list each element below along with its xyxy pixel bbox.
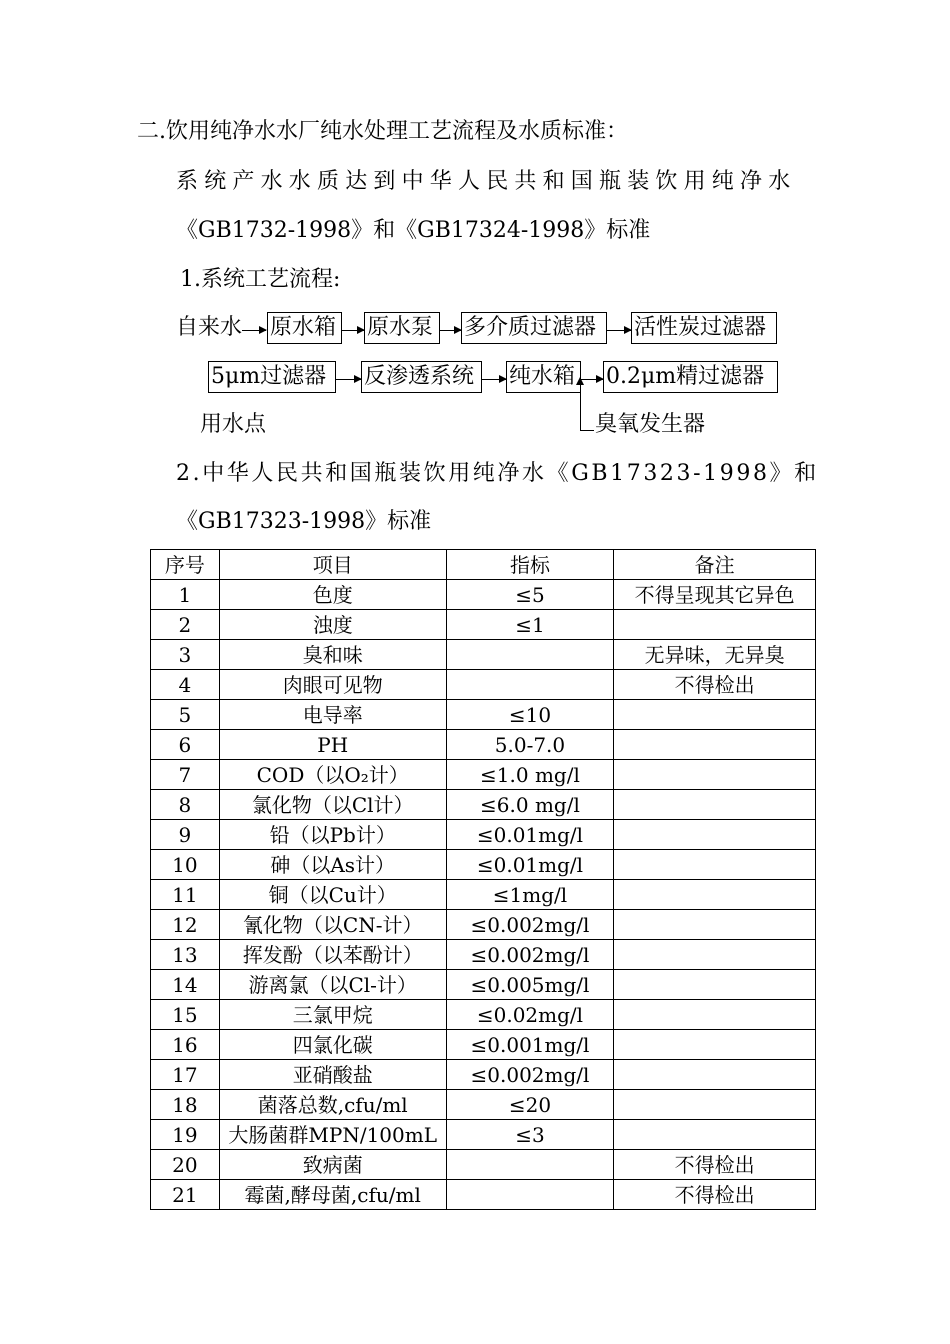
cell-item: 臭和味 [219,640,446,670]
cell-index: 17 [151,1060,220,1090]
cell-item: 砷（以As计） [219,850,446,880]
table-row [151,760,816,790]
cell-index: 12 [151,910,220,940]
flow-connector [580,430,594,431]
cell-index: 18 [151,1090,220,1120]
table-row [151,610,816,640]
flow-arrow [482,379,506,380]
table-row [151,730,816,760]
cell-index: 7 [151,760,220,790]
flow-arrow [581,379,603,380]
cell-remark [614,760,816,790]
cell-limit: ≤0.005mg/l [446,970,614,1000]
flow-ozone-label: 臭氧发生器 [595,412,706,437]
cell-limit: ≤3 [446,1120,614,1150]
cell-item: 色度 [219,580,446,610]
cell-item: 铅（以Pb计） [219,820,446,850]
cell-index: 1 [151,580,220,610]
intro-line-1: 系统产水水质达到中华人民共和国瓶装饮用纯净水 [176,169,797,194]
cell-item: 四氯化碳 [219,1030,446,1060]
cell-item: 电导率 [219,700,446,730]
cell-index: 21 [151,1180,220,1210]
table-row [151,1150,816,1180]
section-1-title: 1.系统工艺流程: [180,267,341,292]
cell-limit [446,1180,614,1210]
cell-limit: ≤0.002mg/l [446,910,614,940]
intro-line-2: 《GB1732-1998》和《GB17324-1998》标准 [176,218,651,243]
cell-remark [614,1120,816,1150]
cell-index: 19 [151,1120,220,1150]
flow-node-5um-filter: 5μm过滤器 [208,361,336,393]
cell-index: 20 [151,1150,220,1180]
table-row [151,910,816,940]
cell-item: 氰化物（以CN-计） [219,910,446,940]
header-cell-remark: 备注 [614,550,816,580]
cell-limit: ≤1.0 mg/l [446,760,614,790]
flow-start-label: 自来水 [176,315,243,340]
cell-remark [614,910,816,940]
cell-item: 挥发酚（以苯酚计） [219,940,446,970]
cell-remark [614,1090,816,1120]
cell-remark [614,940,816,970]
cell-remark [614,1060,816,1090]
table-row [151,640,816,670]
cell-limit: ≤1 [446,610,614,640]
cell-index: 8 [151,790,220,820]
cell-limit [446,640,614,670]
table-row [151,790,816,820]
table-row [151,1120,816,1150]
cell-index: 16 [151,1030,220,1060]
cell-item: COD（以O₂计） [219,760,446,790]
cell-index: 15 [151,1000,220,1030]
cell-index: 9 [151,820,220,850]
cell-limit: ≤0.001mg/l [446,1030,614,1060]
cell-remark [614,610,816,640]
cell-item: 致病菌 [219,1150,446,1180]
flow-arrow [242,330,266,331]
table-row [151,820,816,850]
cell-remark [614,820,816,850]
flow-node-multimedia-filter: 多介质过滤器 [461,312,607,344]
table-row [151,880,816,910]
cell-index: 6 [151,730,220,760]
cell-remark [614,1030,816,1060]
cell-index: 2 [151,610,220,640]
flow-node-02um-filter: 0.2μm精过滤器 [603,361,778,393]
cell-limit: ≤5 [446,580,614,610]
flow-end-label: 用水点 [200,412,267,437]
table-row [151,580,816,610]
header-cell-limit: 指标 [446,550,614,580]
cell-item: 肉眼可见物 [219,670,446,700]
cell-remark [614,850,816,880]
cell-index: 4 [151,670,220,700]
cell-remark [614,970,816,1000]
cell-limit: ≤20 [446,1090,614,1120]
cell-item: 亚硝酸盐 [219,1060,446,1090]
flow-node-pure-tank: 纯水箱 [506,361,581,393]
cell-remark: 不得检出 [614,1180,816,1210]
cell-limit: ≤0.01mg/l [446,850,614,880]
water-standard-table [150,549,816,1210]
cell-remark: 不得检出 [614,670,816,700]
cell-index: 14 [151,970,220,1000]
cell-item: 霉菌,酵母菌,cfu/ml [219,1180,446,1210]
cell-remark [614,880,816,910]
cell-item: PH [219,730,446,760]
cell-index: 10 [151,850,220,880]
flow-node-carbon-filter: 活性炭过滤器 [631,312,777,344]
table-row [151,1060,816,1090]
cell-limit: ≤0.002mg/l [446,1060,614,1090]
table-row [151,1180,816,1210]
section-2-line-1: 2.中华人民共和国瓶装饮用纯净水《GB17323-1998》和 [176,461,819,486]
cell-index: 3 [151,640,220,670]
cell-remark [614,730,816,760]
cell-remark: 不得呈现其它异色 [614,580,816,610]
flow-node-ro-system: 反渗透系统 [361,361,482,393]
cell-limit: ≤6.0 mg/l [446,790,614,820]
cell-index: 11 [151,880,220,910]
cell-limit: ≤10 [446,700,614,730]
header-cell-index: 序号 [151,550,220,580]
table-row [151,1090,816,1120]
cell-index: 13 [151,940,220,970]
table-header-row [151,550,816,580]
table-row [151,670,816,700]
cell-item: 浊度 [219,610,446,640]
cell-item: 铜（以Cu计） [219,880,446,910]
page-heading: 二.饮用纯净水水厂纯水处理工艺流程及水质标准： [137,119,628,144]
cell-remark: 不得检出 [614,1150,816,1180]
cell-item: 大肠菌群MPN/100mL [219,1120,446,1150]
section-2-line-2: 《GB17323-1998》标准 [176,509,432,534]
cell-remark: 无异味，无异臭 [614,640,816,670]
cell-remark [614,1000,816,1030]
table-row [151,1000,816,1030]
table-row [151,850,816,880]
cell-remark [614,700,816,730]
table-row [151,940,816,970]
cell-item: 三氯甲烷 [219,1000,446,1030]
cell-limit: ≤0.002mg/l [446,940,614,970]
flow-node-raw-pump: 原水泵 [364,312,440,344]
flow-node-raw-tank: 原水箱 [267,312,342,344]
flow-connector [580,384,581,430]
cell-item: 游离氯（以Cl-计） [219,970,446,1000]
flow-arrow [342,330,364,331]
flow-arrow [607,330,631,331]
cell-limit: 5.0-7.0 [446,730,614,760]
table-row [151,970,816,1000]
header-cell-item: 项目 [219,550,446,580]
cell-limit: ≤0.02mg/l [446,1000,614,1030]
table-row [151,1030,816,1060]
cell-limit [446,670,614,700]
table-row [151,700,816,730]
cell-item: 氯化物（以Cl计） [219,790,446,820]
cell-limit [446,1150,614,1180]
cell-remark [614,790,816,820]
flow-arrow [336,379,361,380]
cell-item: 菌落总数,cfu/ml [219,1090,446,1120]
flow-arrow [440,330,461,331]
cell-limit: ≤1mg/l [446,880,614,910]
cell-limit: ≤0.01mg/l [446,820,614,850]
cell-index: 5 [151,700,220,730]
